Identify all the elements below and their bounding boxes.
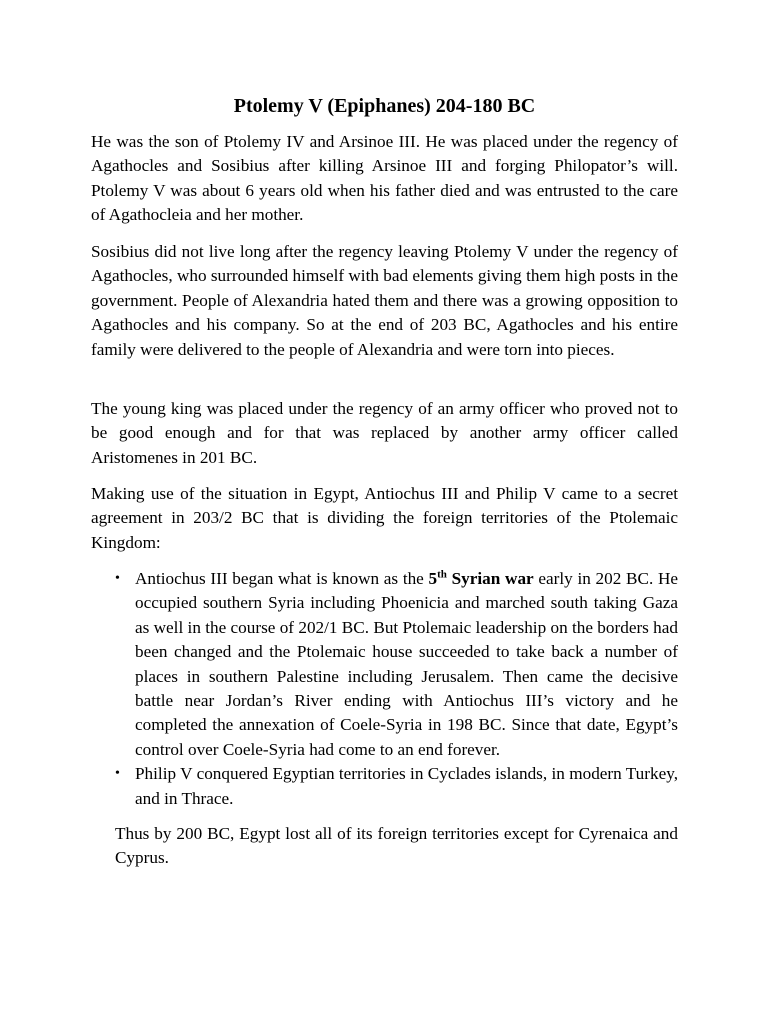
bullet-text-before: Antiochus III began what is known as the [135, 569, 429, 588]
bullet-marker: • [115, 766, 120, 782]
paragraph-3: The young king was placed under the regency of an army officer who proved not to be good enough and for that was replaced by another army officer called Aristomenes in 201 BC. [91, 399, 678, 467]
syrian-war-number: 5 [428, 569, 438, 588]
syrian-war-label: Syrian war [446, 569, 534, 588]
bullet-text-after: early in 202 BC. He occupied southern Syria including Phoenicia and marched south taking Gaza as well in the course of 202/1 BC. But Ptolemaic leadership on the borders had been changed and the Ptolemaic house succeeded to take back a number of places in southern Palestine including Jerusalem. Then came the decisive battle near Jordan’s River ending with Antiochus III’s victory and he completed the annexation of Coele-Syria in 198 BC. Since that date, Egypt’s control over Coele-Syria had come to an end forever. [135, 569, 678, 759]
bullet-list [91, 567, 678, 811]
bullet-item-philip [91, 762, 678, 811]
ordinal-suffix: th [437, 568, 447, 581]
bullet-text: Philip V conquered Egyptian territories in Cyclades islands, in modern Turkey, and in Thrace. [135, 764, 678, 808]
paragraph-2: Sosibius did not live long after the regency leaving Ptolemy V under the regency of Agathocles, who surrounded himself with bad elements giving them high posts in the government. People of Alexandria hated them and there was a growing opposition to Agathocles and his company. So at the end of 203 BC, Agathocles and his entire family were delivered to the people of Alexandria and were torn into pieces. [91, 242, 678, 359]
bullet-marker: • [115, 571, 120, 586]
bullet-item-antiochus [91, 567, 678, 762]
paragraph-1: He was the son of Ptolemy IV and Arsinoe III. He was placed under the regency of Agathocles and Sosibius after killing Arsinoe III and forging Philopator’s will. Ptolemy V was about 6 years old when his father died and was entrusted to the care of Agathocleia and her mother. [91, 132, 678, 225]
paragraph-4: Making use of the situation in Egypt, Antiochus III and Philip V came to a secret agreement in 203/2 BC that is dividing the foreign territories of the Ptolemaic Kingdom: [91, 484, 678, 552]
document-title: Ptolemy V (Epiphanes) 204-180 BC [233, 95, 536, 117]
closing-paragraph: Thus by 200 BC, Egypt lost all of its foreign territories except for Cyrenaica and Cyprus. [115, 824, 678, 868]
